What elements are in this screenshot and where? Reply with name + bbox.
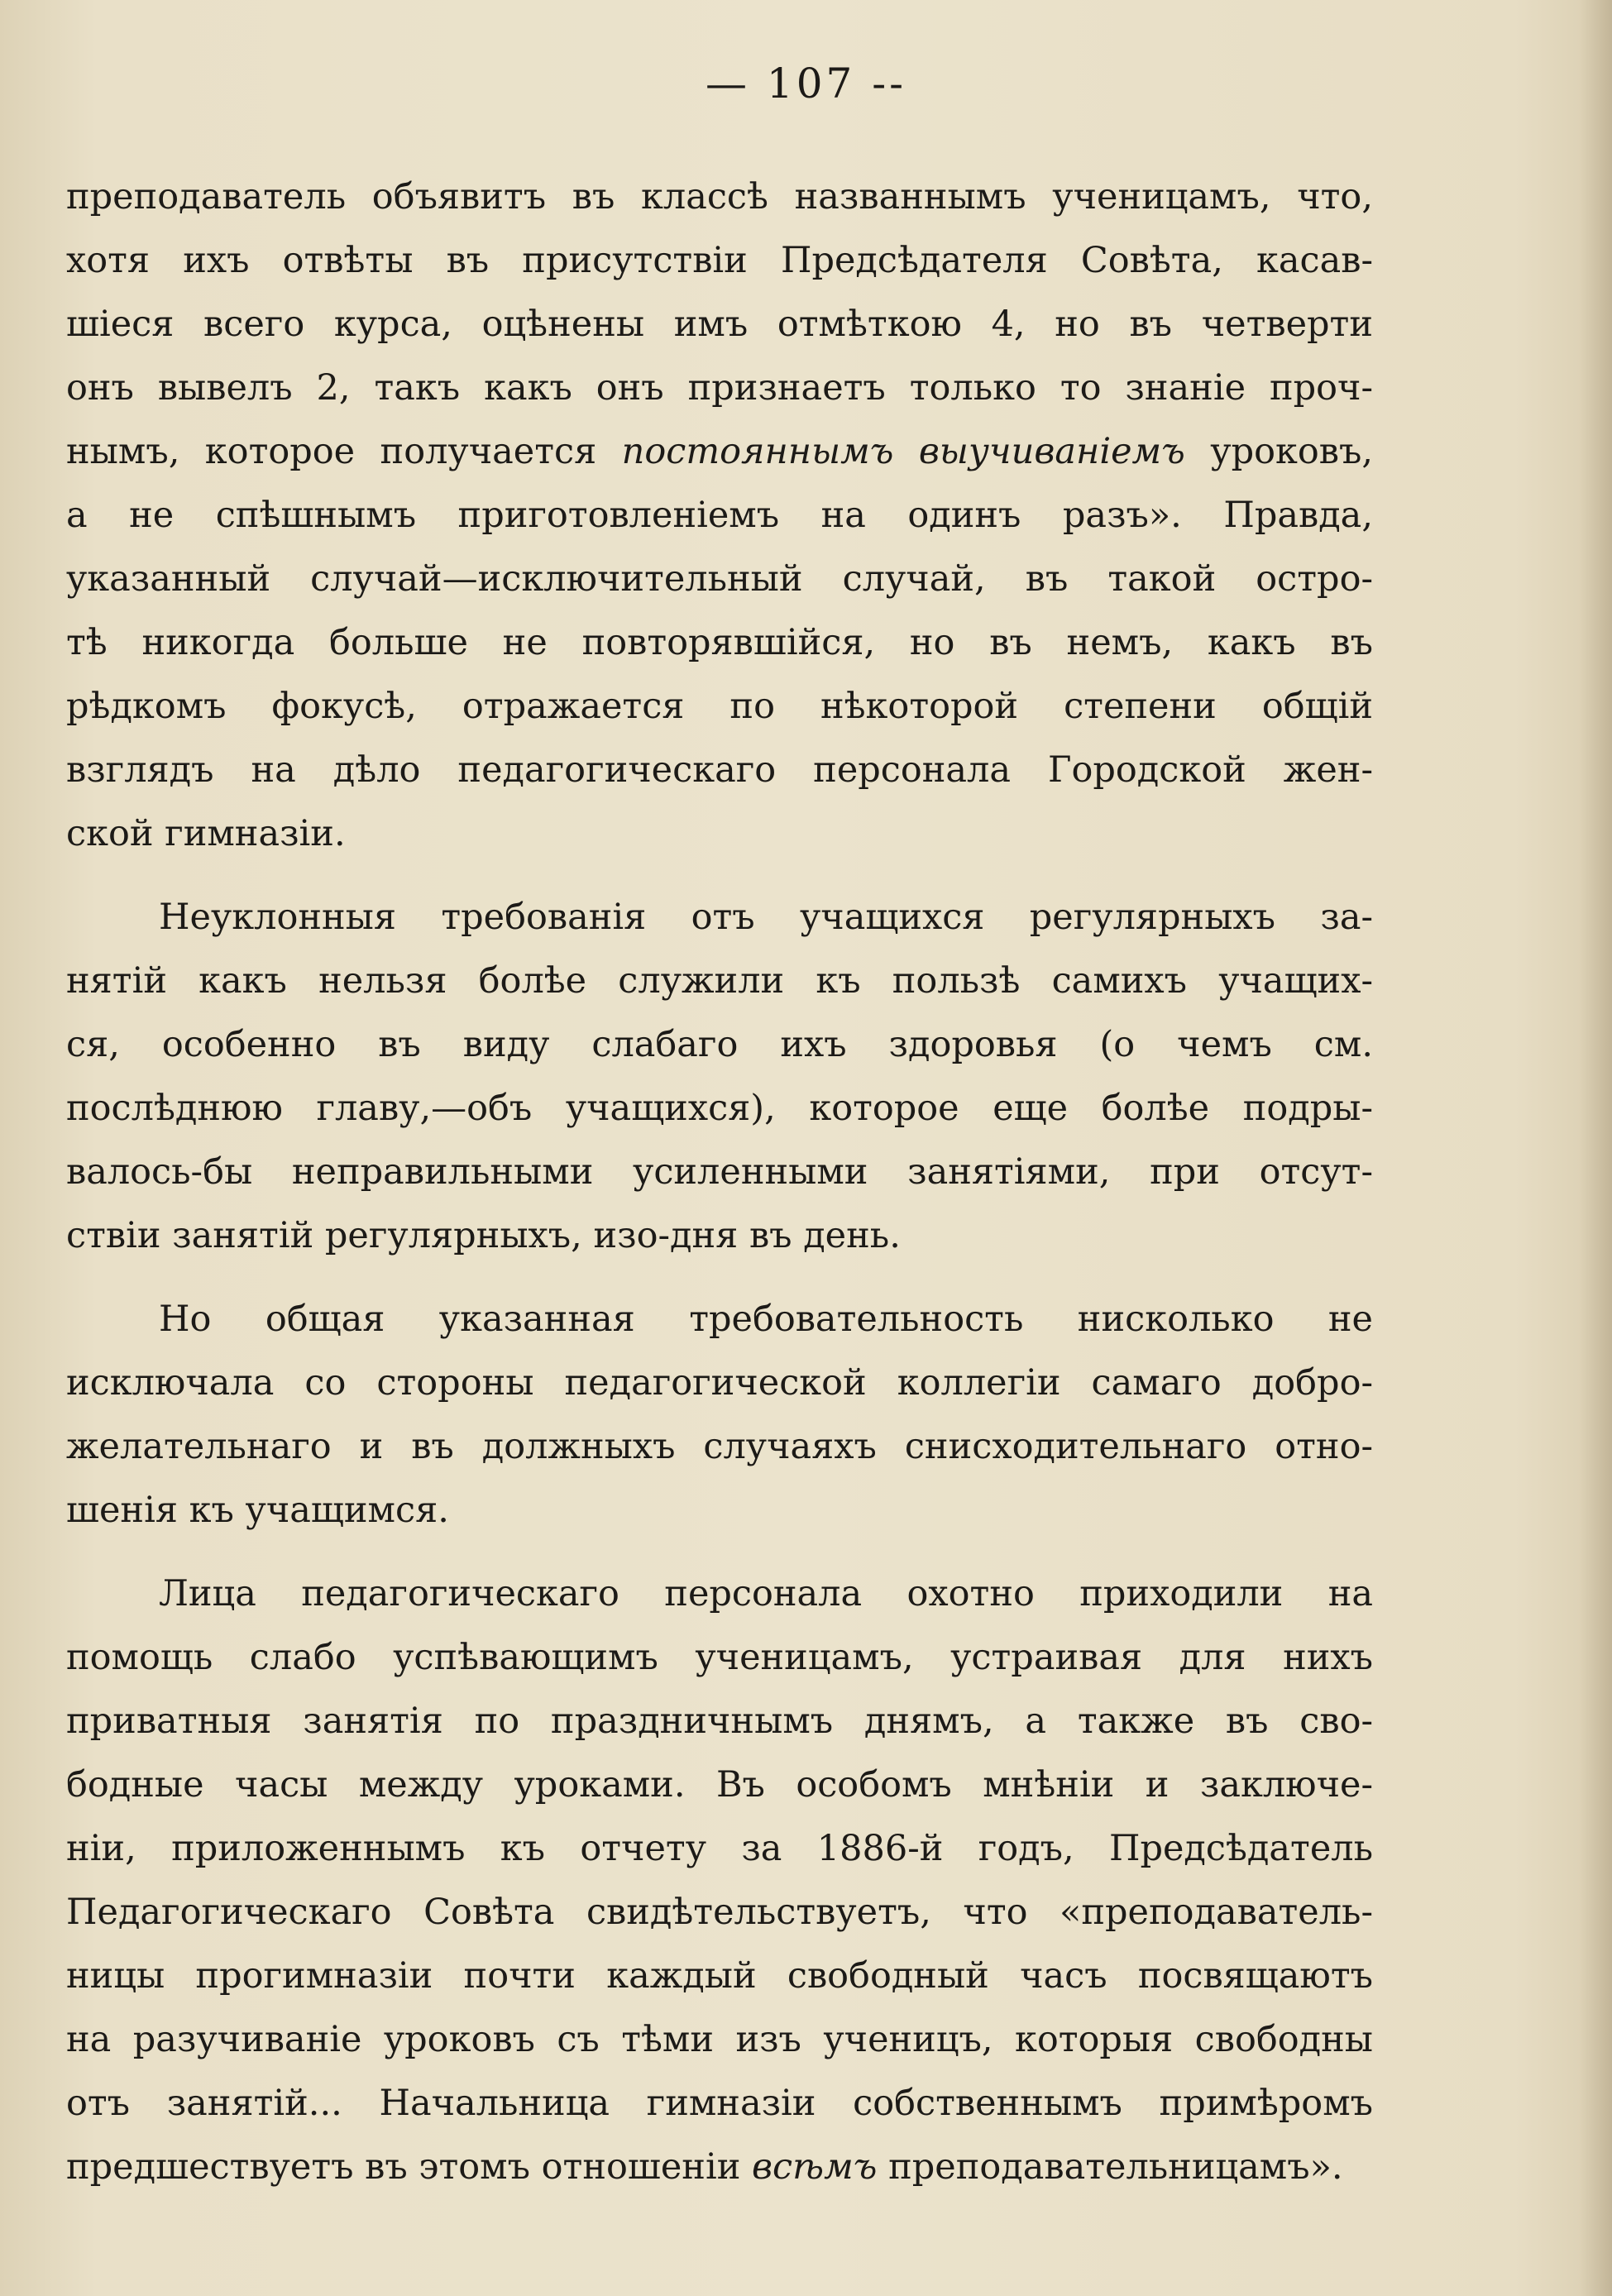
text-line: бодные часы между уроками. Въ особомъ мнѣніи и заключе-	[66, 1764, 1373, 1806]
text-line: ся, особенно въ виду слабаго ихъ здоровья (о чемъ см.	[66, 1024, 1373, 1065]
text-segment: уроковъ,	[1184, 431, 1373, 472]
text-line: помощь слабо успѣвающимъ ученицамъ, устраивая для нихъ	[66, 1637, 1373, 1678]
text-line: Но общая указанная требовательность нисколько не	[159, 1299, 1373, 1340]
text-line: приватныя занятія по праздничнымъ днямъ, а также въ сво-	[66, 1700, 1373, 1742]
text-line	[66, 2136, 1373, 2199]
text-line: желательнаго и въ должныхъ случаяхъ снисходительнаго отно-	[66, 1426, 1373, 1467]
text-line: Неуклонныя требованія отъ учащихся регулярныхъ за-	[159, 897, 1373, 938]
italic-emphasis: постояннымъ выучиваніемъ	[621, 431, 1185, 472]
paragraph-2	[66, 886, 1373, 1268]
text-line: хотя ихъ отвѣты въ присутствіи Предсѣдателя Совѣта, касав-	[66, 240, 1373, 281]
paragraph-1	[66, 165, 1373, 866]
text-line: Педагогическаго Совѣта свидѣтельствуетъ, что «преподаватель-	[66, 1892, 1373, 1933]
text-line: тѣ никогда больше не повторявшійся, но въ немъ, какъ въ	[66, 622, 1373, 663]
text-line	[66, 420, 1373, 484]
text-line: на разучиваніе уроковъ съ тѣми изъ ученицъ, которыя свободны	[66, 2019, 1373, 2060]
italic-emphasis: всѣмъ	[752, 2146, 878, 2188]
text-line: Лица педагогическаго персонала охотно приходили на	[159, 1573, 1373, 1614]
page-edge-shadow	[1579, 0, 1612, 2296]
text-segment: нымъ, которое получается	[66, 431, 622, 472]
text-line: ствіи занятій регулярныхъ, изо-дня въ день.	[66, 1215, 901, 1256]
text-line: ніи, приложеннымъ къ отчету за 1886-й годъ, Предсѣдатель	[66, 1828, 1373, 1869]
page-number: — 107 --	[705, 60, 906, 108]
text-line: валось-бы неправильными усиленными занятіями, при отсут-	[66, 1151, 1373, 1193]
text-line: взглядъ на дѣло педагогическаго персонала Городской жен-	[66, 749, 1373, 791]
text-line: преподаватель объявитъ въ классѣ названнымъ ученицамъ, что,	[66, 176, 1373, 218]
paragraph-4	[66, 1562, 1373, 2199]
text-line: а не спѣшнымъ приготовленіемъ на одинъ разъ». Правда,	[66, 495, 1373, 536]
text-line: послѣднюю главу,—объ учащихся), которое еще болѣе подры-	[66, 1088, 1373, 1129]
text-line: шіеся всего курса, оцѣнены имъ отмѣткою 4, но въ четверти	[66, 304, 1373, 345]
text-line: ской гимназіи.	[66, 813, 346, 854]
text-line: рѣдкомъ фокусѣ, отражается по нѣкоторой степени общій	[66, 686, 1373, 727]
text-line: шенія къ учащимся.	[66, 1490, 449, 1531]
text-segment: предшествуетъ въ этомъ отношеніи	[66, 2146, 753, 2188]
text-segment: преподавательницамъ».	[877, 2146, 1343, 2188]
paragraph-3	[66, 1288, 1373, 1543]
text-line: отъ занятій... Начальница гимназіи собственнымъ примѣромъ	[66, 2083, 1373, 2124]
text-line: онъ вывелъ 2, такъ какъ онъ признаетъ только то знаніе проч-	[66, 367, 1373, 409]
text-line: исключала со стороны педагогической коллегіи самаго добро-	[66, 1362, 1373, 1404]
text-line: ницы прогимназіи почти каждый свободный часъ посвящаютъ	[66, 1955, 1373, 1997]
body-text	[66, 165, 1373, 2199]
text-line: указанный случай—исключительный случай, въ такой остро-	[66, 558, 1373, 600]
text-line: нятій какъ нельзя болѣе служили къ пользѣ самихъ учащих-	[66, 960, 1373, 1002]
